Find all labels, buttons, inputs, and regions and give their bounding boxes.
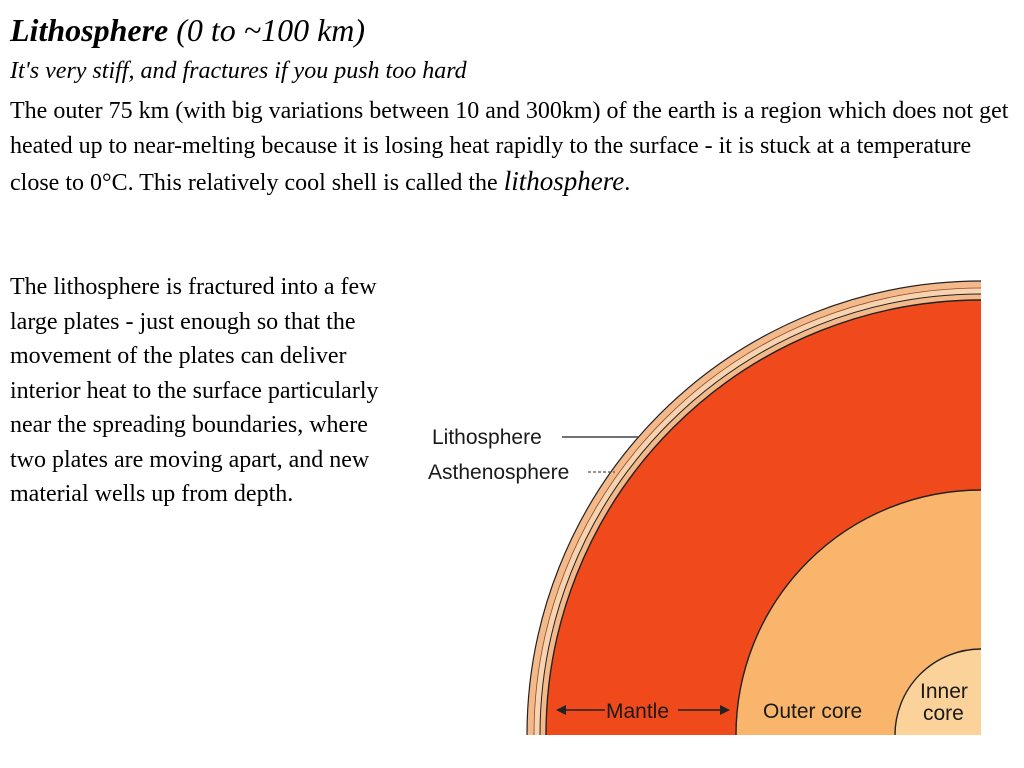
- title-main: Lithosphere: [10, 12, 169, 48]
- lithosphere-term: lithosphere: [503, 166, 625, 196]
- inner-core-label-line2: core: [923, 702, 964, 725]
- plates-paragraph: The lithosphere is fractured into a few large plates - just enough so that the movement of the plates can deliver interior heat to the surface particularly near the spreading boundaries, where two plates are moving apart, and new material wells up from depth.: [10, 274, 379, 507]
- earth-layers-svg: [420, 270, 1000, 750]
- inner-core-label-line1: Inner: [920, 680, 968, 703]
- intro-end: .: [624, 170, 631, 196]
- lithosphere-label: Lithosphere: [432, 426, 542, 449]
- mantle-label: Mantle: [606, 700, 670, 723]
- outer-core-label: Outer core: [763, 700, 863, 723]
- page-title: [10, 10, 365, 50]
- intro-text: The outer 75 km (with big variations between 10 and 300km) of the earth is a region which does not get heated up to near-melting because it is losing heat rapidly to the surface - it is stuck at a temperature close to 0°C. This relatively cool shell is called the: [10, 98, 1009, 196]
- subtitle: It's very stiff, and fractures if you push too hard: [10, 58, 467, 84]
- title-range: (0 to ~100 km): [176, 12, 366, 48]
- intro-paragraph: [10, 94, 1015, 201]
- earth-layers-diagram: [420, 270, 1000, 750]
- asthenosphere-label: Asthenosphere: [428, 461, 570, 484]
